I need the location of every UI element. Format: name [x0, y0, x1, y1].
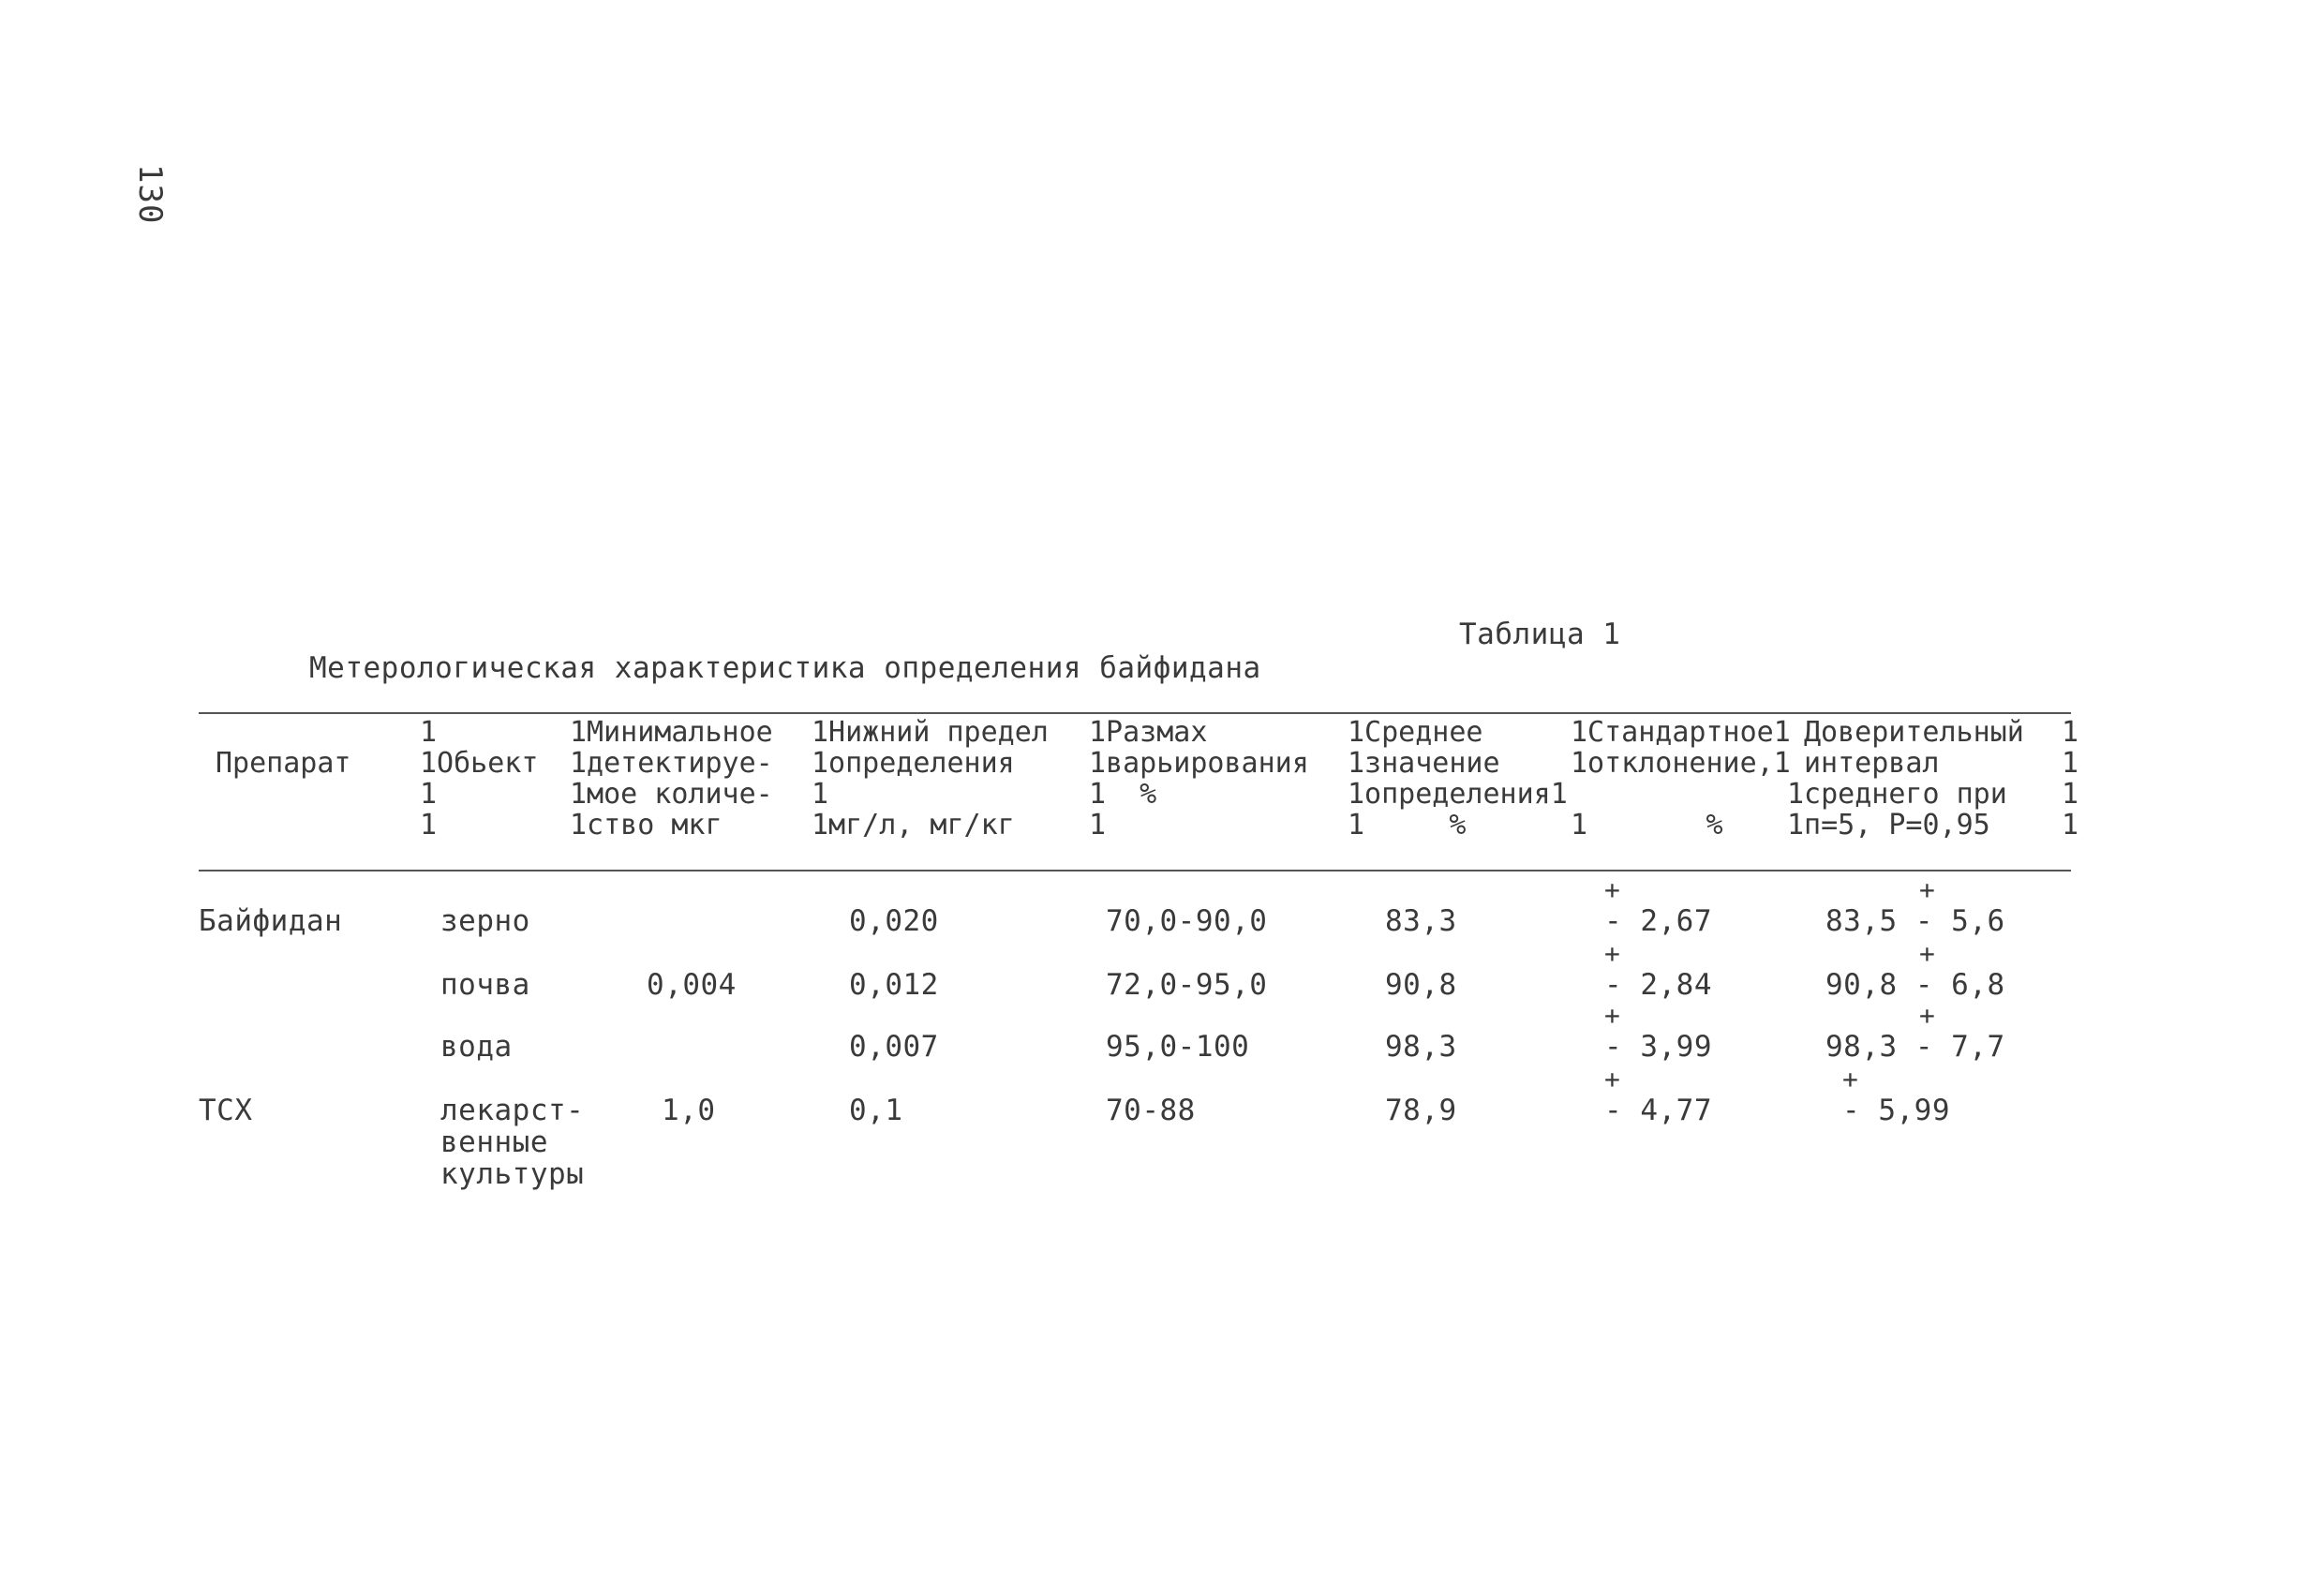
header-mean-l3: 1определения1: [1348, 778, 1568, 811]
cell-confidence: 98,3 - 7,7: [1825, 1030, 2005, 1064]
cell-confidence: - 5,99: [1842, 1094, 1950, 1127]
cell-min-detect: 0,004: [647, 968, 737, 1002]
cell-std-dev: - 2,84: [1604, 968, 1712, 1002]
header-mean-l4: 1 %: [1348, 809, 1467, 842]
table-top-rule: [199, 712, 2071, 714]
header-right-marker-l4: 1: [2062, 809, 2079, 842]
header-std-l4: 1 %: [1571, 809, 1723, 842]
cell-preparation: Байфидан: [199, 904, 343, 938]
cell-mean: 90,8: [1385, 968, 1457, 1002]
header-confidence-l1: Доверительный: [1804, 716, 2024, 749]
header-object-l3: 1: [420, 778, 438, 811]
header-right-marker-l2: 1: [2062, 747, 2079, 780]
cell-confidence: 90,8 - 6,8: [1825, 968, 2005, 1002]
cell-confidence: 83,5 - 5,6: [1825, 904, 2005, 938]
header-object-l4: 1: [420, 809, 438, 842]
header-range-l1: 1Размах: [1089, 716, 1208, 749]
header-mean-l2: 1значение: [1348, 747, 1500, 780]
plus-sign: +: [1604, 1000, 1620, 1031]
cell-preparation: ТСХ: [199, 1094, 253, 1127]
plus-sign: +: [1919, 874, 1935, 905]
header-range-l3: 1 %: [1089, 778, 1157, 811]
cell-range: 72,0-95,0: [1106, 968, 1268, 1002]
header-std-l1: 1Стандартное1: [1571, 716, 1791, 749]
header-confidence-l4: 1п=5, Р=0,95: [1787, 809, 1990, 842]
cell-range: 70-88: [1106, 1094, 1196, 1127]
plus-sign: +: [1842, 1064, 1858, 1095]
header-range-l2: 1варьирования: [1089, 747, 1309, 780]
header-confidence-l3: 1среднего при: [1787, 778, 2007, 811]
plus-sign: +: [1919, 938, 1935, 969]
header-min-detect-l4: 1ство мкг: [570, 809, 723, 842]
table-label: Таблица 1: [1459, 618, 1621, 651]
header-object-l1: 1: [420, 716, 438, 749]
cell-lower-limit: 0,012: [849, 968, 939, 1002]
page-number: 130: [131, 164, 169, 225]
header-lower-limit-l1: 1Нижний предел: [812, 716, 1049, 749]
plus-sign: +: [1604, 938, 1620, 969]
cell-mean: 83,3: [1385, 904, 1457, 938]
cell-object: лекарст-: [440, 1094, 585, 1127]
plus-sign: +: [1604, 874, 1620, 905]
header-min-detect-l2: 1детектируе-: [570, 747, 773, 780]
cell-range: 70,0-90,0: [1106, 904, 1268, 938]
header-mean-l1: 1Среднее: [1348, 716, 1483, 749]
header-preparation: Препарат: [216, 747, 351, 780]
plus-sign: +: [1604, 1064, 1620, 1095]
cell-range: 95,0-100: [1106, 1030, 1250, 1064]
table-header-rule: [199, 870, 2071, 871]
cell-lower-limit: 0,1: [849, 1094, 903, 1127]
cell-std-dev: - 2,67: [1604, 904, 1712, 938]
header-std-l2: 1отклонение,1: [1571, 747, 1791, 780]
header-lower-limit-l4: 1мг/л, мг/кг: [812, 809, 1015, 842]
cell-object: зерно: [440, 904, 530, 938]
cell-object: вода: [440, 1030, 513, 1064]
header-lower-limit-l3: 1: [812, 778, 829, 811]
cell-std-dev: - 3,99: [1604, 1030, 1712, 1064]
header-min-detect-l1: 1Минимальное: [570, 716, 773, 749]
cell-mean: 98,3: [1385, 1030, 1457, 1064]
header-confidence-l2: интервал: [1804, 747, 1940, 780]
header-min-detect-l3: 1мое количе-: [570, 778, 773, 811]
table-title: Метерологическая характеристика определения байфидана: [309, 651, 1261, 685]
header-object: 1Обьект: [420, 747, 539, 780]
plus-sign: +: [1919, 1000, 1935, 1031]
header-right-marker-l1: 1: [2062, 716, 2079, 749]
header-right-marker-l3: 1: [2062, 778, 2079, 811]
cell-lower-limit: 0,020: [849, 904, 939, 938]
header-lower-limit-l2: 1определения: [812, 747, 1015, 780]
cell-object-line2: венные: [440, 1125, 548, 1159]
cell-object-line3: культуры: [440, 1157, 585, 1191]
cell-min-detect: 1,0: [662, 1094, 716, 1127]
cell-mean: 78,9: [1385, 1094, 1457, 1127]
header-range-l4: 1: [1089, 809, 1107, 842]
cell-object: почва: [440, 968, 530, 1002]
cell-lower-limit: 0,007: [849, 1030, 939, 1064]
cell-std-dev: - 4,77: [1604, 1094, 1712, 1127]
